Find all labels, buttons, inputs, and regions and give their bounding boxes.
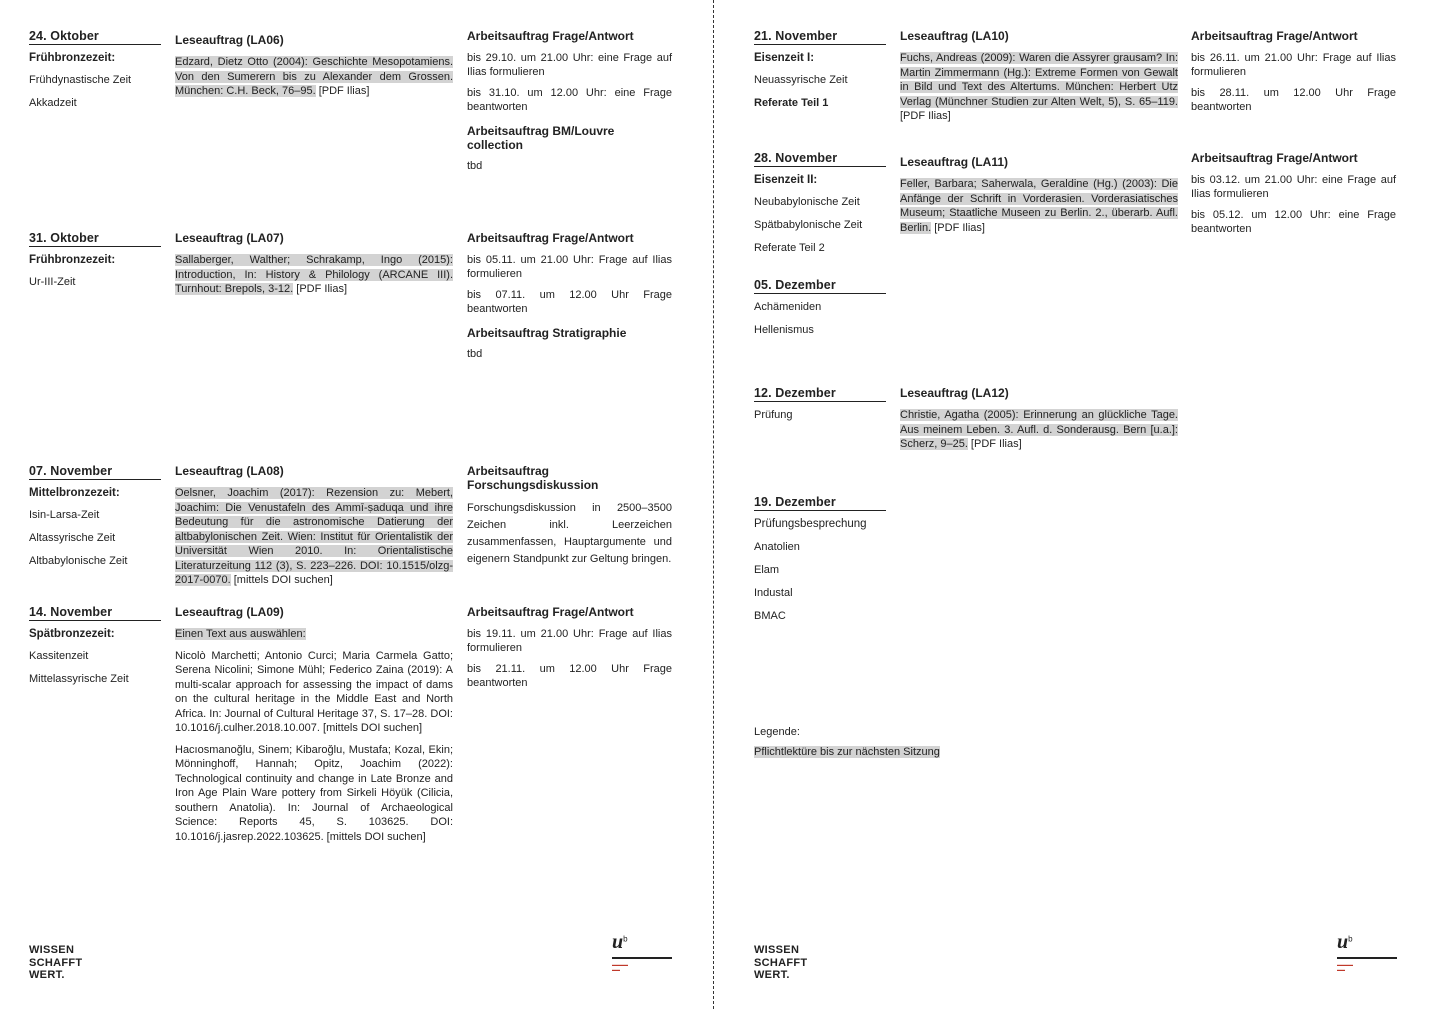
- task-item: Forschungsdiskussion in 2500–3500 Zeichen inkl. Leerzeichen zusammenfassen, Hauptargumente und eigenern Standpunkt zur Geltung bringen.: [467, 502, 672, 565]
- logo-small-text: ▬▬▬▬ ▬▬: [612, 962, 628, 972]
- reading-heading: Leseauftrag (LA12): [900, 386, 1009, 400]
- reference: [900, 177, 1178, 235]
- logo-b: b: [623, 934, 628, 944]
- session-date: 12. Dezember: [754, 386, 886, 402]
- session-date-block: [754, 495, 886, 633]
- sub-period: Altassyrische Zeit: [29, 532, 116, 544]
- task-item: bis 05.12. um 12.00 Uhr: eine Frage beantworten: [1191, 209, 1396, 235]
- reference-note: [PDF Ilias]: [931, 221, 985, 234]
- sub-period: Neubabylonische Zeit: [754, 196, 860, 208]
- reference-highlight: Sallaberger, Walther; Schrakamp, Ingo (2015): Introduction, In: History & Philology (ARCANE III). Turnhout: Brepols, 3-12.: [175, 254, 453, 295]
- logo-line: WISSEN: [29, 944, 75, 956]
- topic: Achämeniden: [754, 301, 822, 313]
- reference-highlight: Christie, Agatha (2005): Erinnerung an glückliche Tage. Aus meinem Leben. 3. Aufl. d. Sonderausg. Bern [u.a.]: Scherz, 9–25.: [900, 409, 1178, 450]
- task-item: bis 05.11. um 21.00 Uhr: Frage auf Ilias formulieren: [467, 254, 672, 280]
- session-date: 19. Dezember: [754, 495, 886, 511]
- logo-u: u: [612, 931, 624, 953]
- logo-line: WISSEN: [754, 944, 800, 956]
- session-date: 21. November: [754, 29, 886, 45]
- logo-u: u: [1337, 931, 1349, 953]
- task-item: tbd: [467, 348, 483, 360]
- reference: [175, 486, 453, 588]
- period-label: Mittelbronzezeit:: [29, 487, 120, 499]
- logo-bar: [612, 957, 672, 959]
- reference: [900, 51, 1178, 124]
- reference-note: [PDF Ilias]: [315, 85, 370, 97]
- legend-item: Pflichtlektüre bis zur nächsten Sitzung: [754, 746, 940, 758]
- reference-note: [PDF Ilias]: [900, 110, 951, 122]
- task-item: bis 28.11. um 12.00 Uhr Frage beantworten: [1191, 87, 1396, 113]
- session-date-block: [754, 386, 886, 432]
- reading-block: [175, 605, 453, 851]
- reference: [900, 408, 1178, 452]
- task-item: bis 19.11. um 21.00 Uhr: Frage auf Ilias formulieren: [467, 628, 672, 654]
- task-block: [467, 29, 672, 172]
- logo-line: SCHAFFT: [29, 956, 83, 969]
- task-item: bis 03.12. um 21.00 Uhr: eine Frage auf Ilias formulieren: [1191, 174, 1396, 200]
- sub-period: Ur-III-Zeit: [29, 276, 76, 288]
- sub-period: Mittelassyrische Zeit: [29, 673, 129, 685]
- sub-period: Neuassyrische Zeit: [754, 74, 848, 86]
- session-date: 07. November: [29, 464, 161, 480]
- task-heading: Arbeitsauftrag Frage/Antwort: [1191, 151, 1358, 165]
- topic: Hellenismus: [754, 324, 814, 336]
- session-date: 24. Oktober: [29, 29, 161, 45]
- legend: [754, 726, 940, 758]
- sub-period: Akkadzeit: [29, 97, 77, 109]
- reference-highlight: Einen Text aus auswählen:: [175, 628, 306, 640]
- period-label: Eisenzeit I:: [754, 52, 815, 64]
- session-date: 28. November: [754, 151, 886, 167]
- reference-highlight: Oelsner, Joachim (2017): Rezension zu: Mebert, Joachim: Die Venustafeln des Ammī-ṣaduqa und ihre Bedeutung für die astronomische Datierung der altbabylonischen Zeit. Wien: Institut für Orientalistik der Universität Wien 2010. In: Orientalistische Literaturzeitung 112 (3), S. 223–226. DOI: 10.1515/olzg-2017-0070.: [175, 487, 453, 586]
- reading-heading: Leseauftrag (LA08): [175, 464, 284, 478]
- task-item: bis 21.11. um 12.00 Uhr Frage beantworten: [467, 663, 672, 689]
- session-date: 14. November: [29, 605, 161, 621]
- task-heading: Arbeitsauftrag Frage/Antwort: [467, 29, 634, 43]
- reading-block: [175, 464, 453, 595]
- reading-heading: Leseauftrag (LA07): [175, 231, 284, 245]
- reference-note: [PDF Ilias]: [967, 438, 1022, 450]
- reference-note: [mittels DOI suchen]: [230, 574, 333, 586]
- task-heading: Arbeitsauftrag Frage/Antwort: [467, 605, 634, 619]
- reading-block: [900, 386, 1178, 459]
- session-date-block: [29, 29, 161, 120]
- session-date-block: [754, 278, 886, 347]
- reference: [175, 627, 453, 642]
- reference-highlight: Fuchs, Andreas (2009): Waren die Assyrer grausam? In: Martin Zimmermann (Hg.): Extreme Formen von Gewalt in Bild und Text des Altertums. München: Herbert Utz Verlag (Münchner Studien zur Alten Welt, 5), S. 65–119.: [900, 52, 1178, 108]
- logo-bar: [1337, 957, 1397, 959]
- topic: Anatolien: [754, 541, 800, 553]
- reference-highlight: Feller, Barbara; Saherwala, Geraldine (Hg.) (2003): Die Anfänge der Schrift in Vorderasien. Vorderasiatisches Museum; Staatliche Museen zu Berlin. 2., überarb. Aufl. Berlin.: [900, 178, 1178, 234]
- topic: Elam: [754, 564, 780, 576]
- reading-heading: Leseauftrag (LA06): [175, 33, 284, 47]
- reading-heading: Leseauftrag (LA10): [900, 29, 1009, 43]
- task-heading: Arbeitsauftrag Stratigraphie: [467, 326, 627, 340]
- reference: Hacıosmanoğlu, Sinem; Kibaroğlu, Mustafa; Kozal, Ekin; Mönninghoff, Hannah; Opitz, Joachim (2022): Technological continuity and change in Late Bronze and Iron Age Plain Ware pottery from Sirkeli Höyük (Cilicia, southern Anatolia). In: Journal of Archaeological Science: Reports 45, S. 103625. DOI: 10.1016/j.jasrep.2022.103625. [mittels DOI suchen]: [175, 743, 453, 843]
- wissen-schafft-wert-logo: [29, 944, 82, 982]
- wissen-schafft-wert-logo: [754, 944, 807, 982]
- legend-label: Legende:: [754, 726, 800, 738]
- period-label: Eisenzeit II:: [754, 174, 818, 186]
- session-date-block: [29, 605, 161, 696]
- task-block: [1191, 29, 1396, 121]
- session-date: 31. Oktober: [29, 231, 161, 247]
- task-item: bis 31.10. um 12.00 Uhr: eine Frage beantworten: [467, 87, 672, 113]
- task-block: [467, 464, 672, 575]
- sub-period: Altbabylonische Zeit: [29, 555, 128, 567]
- university-logo: [612, 931, 672, 972]
- sub-period: Kassitenzeit: [29, 650, 89, 662]
- sub-period: Frühdynastische Zeit: [29, 74, 132, 86]
- task-heading: Arbeitsauftrag BM/Louvre collection: [467, 124, 615, 152]
- reading-block: [900, 155, 1178, 242]
- sub-period: Spätbabylonische Zeit: [754, 219, 863, 231]
- task-heading: Arbeitsauftrag Forschungsdiskussion: [467, 464, 599, 492]
- reading-heading: Leseauftrag (LA11): [900, 155, 1009, 169]
- logo-small-text: ▬▬▬▬ ▬▬: [1337, 962, 1353, 972]
- reading-block: [175, 33, 453, 106]
- task-block: [467, 605, 672, 697]
- session-date: 05. Dezember: [754, 278, 886, 294]
- sub-period-bold: Referate Teil 1: [754, 97, 829, 109]
- sub-period: Isin-Larsa-Zeit: [29, 509, 100, 521]
- topic: Prüfung: [754, 409, 793, 421]
- university-logo: [1337, 931, 1397, 972]
- task-item: tbd: [467, 160, 483, 172]
- task-block: [1191, 151, 1396, 243]
- period-label: Frühbronzezeit:: [29, 52, 116, 64]
- reference-note: [PDF Ilias]: [293, 283, 348, 295]
- task-item: bis 26.11. um 21.00 Uhr: Frage auf Ilias formulieren: [1191, 52, 1396, 78]
- sub-period: Referate Teil 2: [754, 242, 825, 254]
- period-label: Frühbronzezeit:: [29, 254, 116, 266]
- reference: [175, 55, 453, 99]
- session-date-block: [754, 29, 886, 120]
- session-date-block: [754, 151, 886, 265]
- reference: Nicolò Marchetti; Antonio Curci; Maria Carmela Gatto; Serena Nicolini; Simone Mühl; Federico Zaina (2019): A multi-scalar approach for assessing the impact of dams on the cultural heritage in the Middle East and North Africa. In: Journal of Cultural Heritage 37, S. 17–28. DOI: 10.1016/j.culher.2018.10.007. [mittels DOI suchen]: [175, 649, 453, 734]
- reading-block: [175, 231, 453, 304]
- task-block: [467, 231, 672, 360]
- logo-b: b: [1348, 934, 1353, 944]
- task-heading: Arbeitsauftrag Frage/Antwort: [467, 231, 634, 245]
- topic: Prüfungsbesprechung: [754, 518, 867, 530]
- task-heading: Arbeitsauftrag Frage/Antwort: [1191, 29, 1358, 43]
- task-item: bis 07.11. um 12.00 Uhr Frage beantworten: [467, 289, 672, 315]
- reference-highlight: Edzard, Dietz Otto (2004): Geschichte Mesopotamiens. Von den Sumerern bis zu Alexander dem Grossen. München: C.H. Beck, 76–95.: [175, 56, 453, 97]
- logo-line: SCHAFFT: [754, 956, 808, 969]
- period-label: Spätbronzezeit:: [29, 628, 115, 640]
- reading-heading: Leseauftrag (LA09): [175, 605, 284, 619]
- reading-block: [900, 29, 1178, 131]
- logo-line: WERT.: [29, 969, 65, 981]
- task-item: bis 29.10. um 21.00 Uhr: eine Frage auf Ilias formulieren: [467, 52, 672, 78]
- logo-line: WERT.: [754, 969, 790, 981]
- topic: BMAC: [754, 610, 786, 622]
- session-date-block: [29, 231, 161, 299]
- topic: Industal: [754, 587, 793, 599]
- session-date-block: [29, 464, 161, 578]
- page-divider: [713, 0, 714, 1009]
- reference: [175, 253, 453, 297]
